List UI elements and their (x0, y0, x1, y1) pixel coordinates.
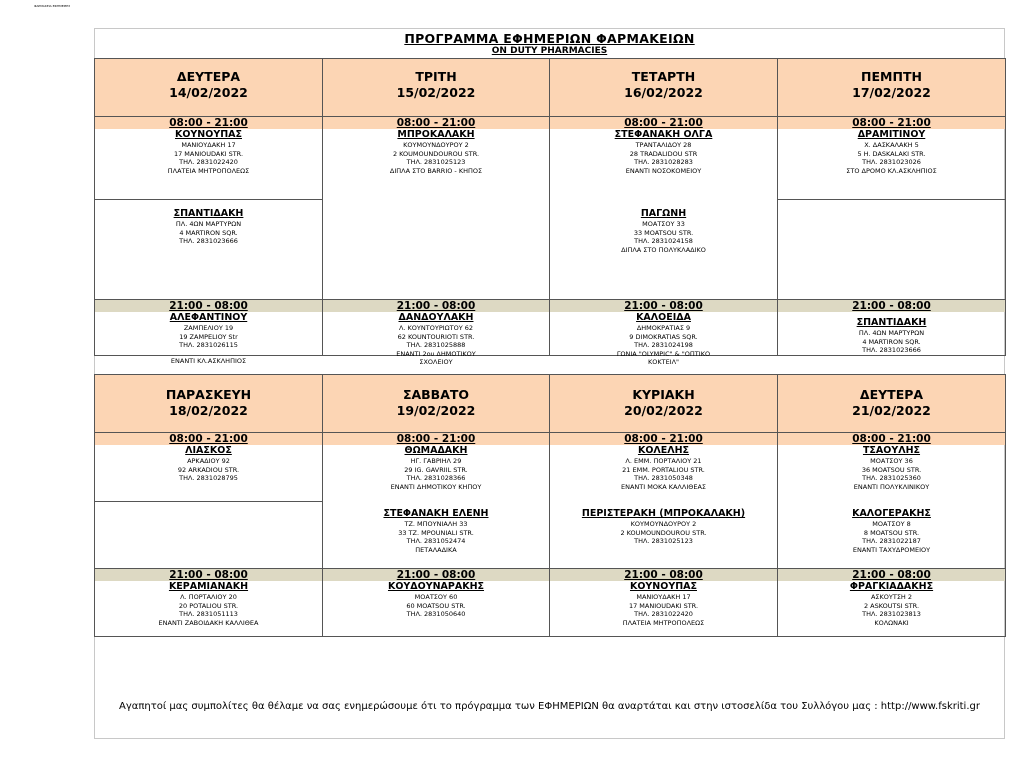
day-shift-hours: 08:00 - 21:00 (169, 117, 248, 129)
pharmacy-info-line: ΓΩΝΙΑ "OLYMPIC" & "ΟΠΤΙΚΟ (616, 349, 711, 358)
pharmacy-info-line: 60 MOATSOU STR. (406, 601, 466, 610)
pharmacy-info-line: 8 MOATSOU STR. (863, 528, 920, 537)
pharmacy-info-line: ΜΑΝΙΟΥΔΑΚΗ 17 (636, 593, 691, 601)
pharmacy-info-line: ΠΕΤΑΛΑΔΙΚΑ (415, 545, 457, 554)
day-slot-1 (550, 129, 777, 175)
day-column (549, 58, 778, 366)
day-column (549, 374, 778, 637)
day-shift-hours: 08:00 - 21:00 (396, 117, 476, 129)
pharmacy-info-line: ΤΗΛ. 2831022420 (179, 158, 238, 166)
pharmacy-info-line: ΕΝΑΝΤΙ ΠΟΛΥΚΛΙΝΙΚΟΥ (853, 482, 930, 491)
night-shift-label (95, 299, 322, 312)
pharmacy-note: ΕΝΑΝΤΙ ΚΛ.ΑΣΚΛΗΠΙΟΣ (170, 356, 247, 365)
night-shift-hours: 21:00 - 08:00 (852, 569, 931, 581)
day-name: ΤΕΤΑΡΤΗ (631, 69, 696, 84)
day-shift-hours: 08:00 - 21:00 (852, 117, 931, 129)
pharmacy-info-line: ΤΗΛ. 2831023666 (179, 237, 238, 245)
pharmacy-name: ΑΛΕΦΑΝΤΙΝΟΥ (169, 312, 248, 323)
corner-note: ΦΑΡΜΑΚΕΙΑ ΕΦΗΜΕΡΙΕΣ (34, 4, 71, 8)
day-slot-2 (778, 508, 1005, 554)
night-slot (323, 312, 549, 367)
pharmacy-info-line: ΕΝΑΝΤΙ ΝΟΣΟΚΟΜΕΙΟΥ (625, 166, 702, 175)
pharmacy-name: ΦΡΑΓΚΙΑΔΑΚΗΣ (849, 581, 934, 592)
day-slot-2 (323, 508, 549, 554)
pharmacy-name: ΚΟΛΕΛΗΣ (637, 445, 690, 456)
pharmacy-info-line: ΤΗΛ. 2831028283 (634, 158, 693, 166)
pharmacy-info-line: 28 TRADALIDOU STR (629, 149, 698, 158)
night-shift-label (778, 568, 1005, 581)
day-date: 20/02/2022 (624, 403, 703, 418)
pharmacy-info-line: 62 KOUNTOURIOTI STR. (397, 332, 475, 341)
pharmacy-info-line: ΚΟΥΜΟΥΝΔΟΥΡΟΥ 2 (403, 141, 469, 149)
day-slot-2 (550, 208, 777, 254)
pharmacy-name: ΣΠΑΝΤΙΔΑΚΗ (173, 208, 244, 219)
day-date: 16/02/2022 (624, 85, 703, 100)
night-shift-hours: 21:00 - 08:00 (396, 300, 476, 312)
pharmacy-info-line: ΣΤΟ ΔΡΟΜΟ ΚΛ.ΑΣΚΛΗΠΙΟΣ (846, 166, 937, 175)
pharmacy-info-line: 36 MOATSOU STR. (861, 465, 922, 474)
pharmacy-info-line: ΠΛ. 4ΩΝ ΜΑΡΤΥΡΩΝ (858, 329, 925, 337)
day-slot-1 (778, 129, 1005, 175)
pharmacy-info-line: 21 EMM. PORTALIOU STR. (622, 465, 705, 474)
day-slot-1 (323, 445, 549, 491)
pharmacy-info-line: 4 MARTIRON SQR. (862, 337, 921, 346)
pharmacy-name: ΠΑΓΩΝΗ (640, 208, 687, 219)
pharmacy-info-line: Χ. ΔΑΣΚΑΛΑΚΗ 5 (864, 141, 919, 149)
night-slot (95, 581, 322, 627)
night-shift-label (323, 299, 549, 312)
night-slot (778, 581, 1005, 627)
pharmacy-info-line: ΠΛ. 4ΩΝ ΜΑΡΤΥΡΩΝ (175, 220, 242, 228)
pharmacy-info-line: ΤΗΛ. 2831025888 (406, 341, 466, 349)
day-header (778, 59, 1005, 116)
pharmacy-info-line: ΚΟΥΜΟΥΝΔΟΥΡΟΥ 2 (630, 520, 697, 528)
pharmacy-info-line: Λ. ΚΟΥΝΤΟΥΡΙΩΤΟΥ 62 (398, 324, 474, 332)
day-shift-label (550, 116, 777, 129)
day-header (323, 59, 549, 116)
day-shift-hours: 08:00 - 21:00 (169, 433, 248, 445)
pharmacy-info-line: 19 ZAMPELIOY Str (179, 332, 238, 341)
footer-notice: Αγαπητοί μας συμπολίτες θα θέλαμε να σας ενημερώσουμε ότι το πρόγραμμα των ΕΦΗΜΕΡΙΩΝ θα αναρτάται και στην ιστοσελίδα του Συλλόγου μας : http://www.fskriti.gr (119, 701, 980, 712)
day-shift-hours: 08:00 - 21:00 (396, 433, 476, 445)
pharmacy-name: ΛΙΑΣΚΟΣ (185, 445, 232, 456)
pharmacy-info-line: ΕΝΑΝΤΙ ΤΑΧΥΔΡΟΜΕΙΟΥ (852, 545, 931, 554)
week-table-1 (95, 58, 1004, 366)
day-name: ΤΡΙΤΗ (415, 69, 457, 84)
pharmacy-name: ΚΟΥΔΟΥΝΑΡΑΚΗΣ (387, 581, 485, 592)
pharmacy-info-line: 5 H. DASKALAKI STR. (857, 149, 926, 158)
pharmacy-name: ΠΕΡΙΣΤΕΡΑΚΗ (ΜΠΡΟΚΑΛΑΚΗ) (581, 508, 746, 519)
pharmacy-schedule-page (94, 28, 1005, 739)
pharmacy-info-line: ΔΙΠΛΑ ΣΤΟ ΠΟΛΥΚΛΑΔΙΚΟ (621, 245, 706, 254)
day-slot-1 (778, 445, 1005, 491)
day-shift-hours: 08:00 - 21:00 (852, 433, 931, 445)
night-shift-hours: 21:00 - 08:00 (852, 300, 931, 312)
pharmacy-info-line: ΠΛΑΤΕΙΑ ΜΗΤΡΟΠΟΛΕΩΣ (167, 166, 250, 175)
pharmacy-info-line: 20 POTALIOU STR. (178, 601, 239, 610)
night-shift-hours: 21:00 - 08:00 (169, 300, 248, 312)
pharmacy-info-line: ΑΣΚΟΥΤΣΗ 2 (870, 593, 913, 601)
pharmacy-name: ΚΟΥΝΟΥΠΑΣ (174, 129, 242, 140)
day-header (550, 59, 777, 116)
pharmacy-info-line: ΖΑΜΠΕΛΙΟΥ 19 (183, 324, 234, 332)
pharmacy-info-line: ΤΗΛ. 2831025123 (406, 158, 466, 166)
night-shift-label (95, 568, 322, 581)
day-header (550, 375, 777, 434)
pharmacy-info-line: ΕΝΑΝΤΙ ΜΟΚΑ ΚΑΛΛΙΘΕΑΣ (620, 482, 707, 491)
pharmacy-info-line: ΕΝΑΝΤΙ ΖΑΒΟΙΔΑΚΗ ΚΑΛΛΙΘΕΑ (158, 618, 259, 627)
pharmacy-info-line: ΤΗΛ. 2831050348 (634, 474, 693, 482)
day-shift-label (95, 432, 322, 445)
night-slot (323, 581, 549, 619)
pharmacy-info-line: ΤΗΛ. 2831028366 (406, 474, 466, 482)
pharmacy-info-line: ΤΡΑΝΤΑΛΙΔΟΥ 28 (635, 141, 692, 149)
day-column (777, 58, 1006, 356)
pharmacy-info-line: 33 TZ. MPOUNIALI STR. (398, 528, 474, 537)
day-shift-hours: 08:00 - 21:00 (624, 117, 703, 129)
night-shift-hours: 21:00 - 08:00 (624, 300, 703, 312)
night-slot (550, 312, 777, 367)
slot-divider (95, 199, 322, 200)
pharmacy-name: ΣΠΑΝΤΙΔΑΚΗ (856, 317, 927, 328)
pharmacy-info-line: 29 IG. GAVRIIL STR. (404, 465, 468, 474)
night-shift-label (550, 299, 777, 312)
pharmacy-info-line: ΤΗΛ. 2831050640 (406, 610, 466, 618)
day-name: ΚΥΡΙΑΚΗ (632, 387, 695, 402)
night-shift-label (323, 568, 549, 581)
pharmacy-info-line: 4 MARTIRON SQR. (179, 228, 238, 237)
day-date: 21/02/2022 (852, 403, 931, 418)
pharmacy-info-line: ΜΟΑΤΣΟΥ 33 (642, 220, 685, 228)
day-column (322, 58, 550, 366)
pharmacy-info-line: ΚΟΛΩΝΑΚΙ (874, 618, 909, 627)
pharmacy-name: ΔΑΝΔΟΥΛΑΚΗ (398, 312, 474, 323)
day-slot-1 (95, 445, 322, 483)
day-header (95, 59, 322, 116)
day-shift-label (778, 432, 1005, 445)
week-table-2 (95, 374, 1004, 637)
night-slot (778, 317, 1005, 355)
day-name: ΔΕΥΤΕΡΑ (859, 387, 924, 402)
day-name: ΔΕΥΤΕΡΑ (176, 69, 241, 84)
pharmacy-info-line: ΜΟΑΤΣΟΥ 60 (414, 593, 458, 601)
pharmacy-info-line: 17 MANIOUDAKI STR. (628, 601, 699, 610)
pharmacy-info-line: 17 MANIOUDAKI STR. (173, 149, 244, 158)
pharmacy-info-line: ΚΟΚΤΕΙΛ" (647, 358, 680, 366)
pharmacy-info-line: ΤΗΛ. 2831025360 (862, 474, 921, 482)
pharmacy-info-line: Λ. ΕΜΜ. ΠΟΡΤΑΛΙΟΥ 21 (625, 457, 702, 465)
pharmacy-name: ΤΣΑΟΥΛΗΣ (862, 445, 921, 456)
pharmacy-name: ΚΑΛΟΕΙΔΑ (636, 312, 691, 323)
pharmacy-info-line: ΤΗΛ. 2831028795 (179, 474, 238, 482)
day-slot-2 (95, 208, 322, 246)
night-shift-label (778, 299, 1005, 312)
day-column (94, 374, 323, 637)
pharmacy-info-line: ΤΗΛ. 2831025123 (634, 537, 693, 545)
night-shift-label (550, 568, 777, 581)
pharmacy-name: ΘΩΜΑΔΑΚΗ (404, 445, 468, 456)
pharmacy-info-line: ΤΗΛ. 2831023666 (862, 346, 921, 354)
pharmacy-info-line: 92 ARKADIOU STR. (177, 465, 240, 474)
day-column (322, 374, 550, 637)
pharmacy-info-line: ΤΗΛ. 2831026115 (179, 341, 238, 349)
pharmacy-name: ΚΟΥΝΟΥΠΑΣ (629, 581, 697, 592)
pharmacy-info-line: ΜΟΑΤΣΟΥ 36 (870, 457, 913, 465)
pharmacy-info-line: ΕΝΑΝΤΙ 2ου ΔΗΜΟΤΙΚΟΥ (396, 349, 476, 358)
night-shift-hours: 21:00 - 08:00 (624, 569, 703, 581)
day-slot-1 (323, 129, 549, 175)
pharmacy-name: ΚΑΛΟΓΕΡΑΚΗΣ (852, 508, 931, 519)
page-title: ΠΡΟΓΡΑΜΜΑ ΕΦΗΜΕΡΙΩΝ ΦΑΡΜΑΚΕΙΩΝ (404, 31, 695, 46)
pharmacy-info-line: ΔΙΠΛΑ ΣΤΟ BARRIO - ΚΗΠΟΣ (389, 166, 483, 175)
pharmacy-info-line: ΤΖ. ΜΠΟΥΝΙΑΛΗ 33 (404, 520, 468, 528)
day-shift-hours: 08:00 - 21:00 (624, 433, 703, 445)
day-header (778, 375, 1005, 434)
night-shift-hours: 21:00 - 08:00 (169, 569, 248, 581)
pharmacy-name: ΔΡΑΜΙΤΙΝΟΥ (857, 129, 926, 140)
day-date: 15/02/2022 (396, 85, 476, 100)
pharmacy-info-line: ΜΑΝΙΟΥΔΑΚΗ 17 (181, 141, 236, 149)
night-shift-hours: 21:00 - 08:00 (396, 569, 476, 581)
pharmacy-info-line: ΗΓ. ΓΑΒΡΙΗΛ 29 (410, 457, 462, 465)
day-shift-label (778, 116, 1005, 129)
day-name: ΠΑΡΑΣΚΕΥΗ (165, 387, 252, 402)
pharmacy-info-line: 9 DIMOKRATIAS SQR. (629, 332, 698, 341)
day-header (95, 375, 322, 434)
pharmacy-info-line: ΤΗΛ. 2831023813 (862, 610, 921, 618)
day-slot-2 (550, 508, 777, 546)
page-subtitle: ON DUTY PHARMACIES (491, 46, 608, 56)
day-shift-label (323, 432, 549, 445)
day-column (94, 58, 323, 365)
night-slot (95, 312, 322, 365)
slot-divider (778, 199, 1005, 200)
day-shift-label (550, 432, 777, 445)
pharmacy-info-line: ΣΧΟΛΕΙΟΥ (419, 358, 453, 366)
pharmacy-info-line: ΕΝΑΝΤΙ ΔΗΜΟΤΙΚΟΥ ΚΗΠΟΥ (390, 482, 482, 491)
day-date: 19/02/2022 (396, 403, 476, 418)
slot-divider (95, 501, 322, 502)
day-date: 17/02/2022 (852, 85, 931, 100)
day-slot-1 (95, 129, 322, 175)
day-shift-label (95, 116, 322, 129)
pharmacy-info-line: ΠΛΑΤΕΙΑ ΜΗΤΡΟΠΟΛΕΩΣ (622, 618, 705, 627)
pharmacy-info-line: ΑΡΚΑΔΙΟΥ 92 (187, 457, 230, 465)
pharmacy-name: ΣΤΕΦΑΝΑΚΗ ΕΛΕΝΗ (383, 508, 489, 519)
day-shift-label (323, 116, 549, 129)
day-date: 18/02/2022 (169, 403, 248, 418)
day-slot-1 (550, 445, 777, 491)
pharmacy-info-line: ΤΗΛ. 2831024158 (634, 237, 693, 245)
pharmacy-info-line: ΤΗΛ. 2831024198 (634, 341, 693, 349)
pharmacy-name: ΚΕΡΑΜΙΑΝΑΚΗ (168, 581, 249, 592)
pharmacy-info-line: 2 KOUMOUNDOUROU STR. (620, 528, 707, 537)
pharmacy-info-line: 33 MOATSOU STR. (633, 228, 694, 237)
day-column (777, 374, 1006, 637)
pharmacy-name: ΜΠΡΟΚΑΛΑΚΗ (397, 129, 475, 140)
pharmacy-info-line: ΔΗΜΟΚΡΑΤΙΑΣ 9 (636, 324, 691, 332)
pharmacy-info-line: 2 KOUMOUNDOUROU STR. (392, 149, 480, 158)
day-date: 14/02/2022 (169, 85, 248, 100)
night-slot (550, 581, 777, 627)
pharmacy-info-line: ΤΗΛ. 2831051113 (179, 610, 238, 618)
day-name: ΣΑΒΒΑΤΟ (402, 387, 470, 402)
day-name: ΠΕΜΠΤΗ (861, 69, 922, 84)
day-header (323, 375, 549, 434)
pharmacy-info-line: ΤΗΛ. 2831052474 (406, 537, 466, 545)
pharmacy-info-line: Λ. ΠΟΡΤΑΛΙΟΥ 20 (180, 593, 237, 601)
pharmacy-info-line: ΤΗΛ. 2831022420 (634, 610, 693, 618)
pharmacy-info-line: ΜΟΑΤΣΟΥ 8 (872, 520, 911, 528)
pharmacy-info-line: 2 ASKOUTSI STR. (863, 601, 920, 610)
pharmacy-info-line: ΤΗΛ. 2831023026 (862, 158, 921, 166)
pharmacy-name: ΣΤΕΦΑΝΑΚΗ ΟΛΓΑ (614, 129, 713, 140)
pharmacy-info-line: ΤΗΛ. 2831022187 (862, 537, 921, 545)
